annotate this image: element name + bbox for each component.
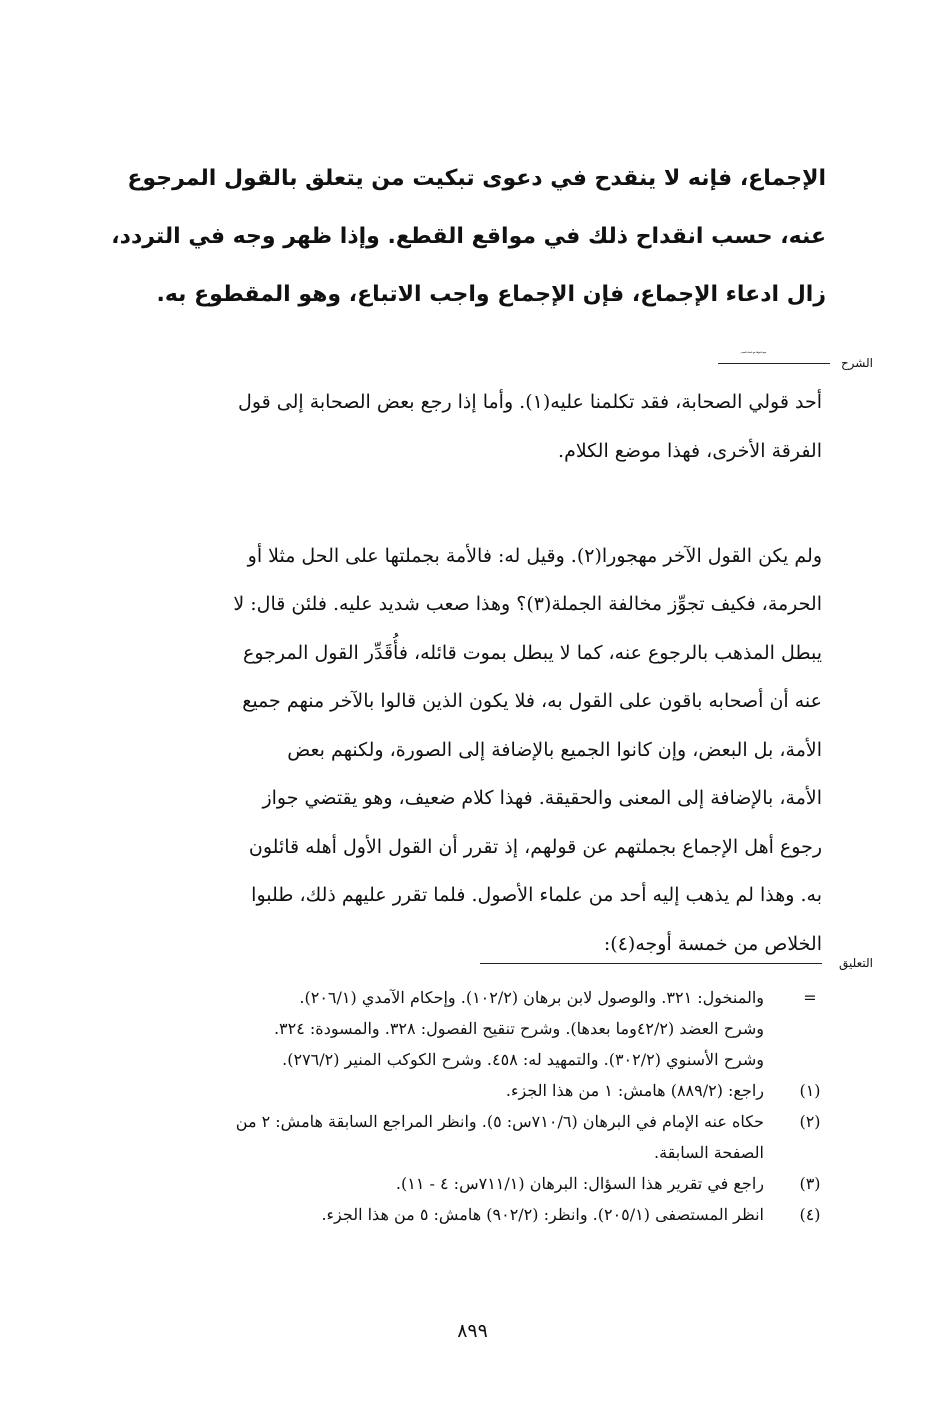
footnote-line: حكاه عنه الإمام في البرهان (٧١٠/٦س: ٥). وانظر المراجع السابقة هامش: ٢ من [235, 1112, 764, 1131]
sharh-line: ولم يكن القول الآخر مهجورا(٢). وقيل له: فالأمة بجملتها على الحل مثلا أو [247, 544, 822, 567]
footnote-continued [110, 982, 830, 1075]
sharh-line: الفرقة الأخرى، فهذا موضع الكلام. [558, 439, 822, 462]
footnote-3 [110, 1168, 830, 1199]
sharh-commentary [110, 378, 822, 968]
main-text-line: عنه، حسب انقداح ذلك في مواقع القطع. وإذا ظهر وجه في التردد، [111, 224, 826, 249]
footnotes [110, 982, 830, 1230]
sharh-line: الأمة، بالإضافة إلى المعنى والحقيقة. فهذا كلام ضعيف، وهو يقتضي جواز [262, 787, 822, 809]
main-text-line: زال ادعاء الإجماع، فإن الإجماع واجب الاتباع، وهو المقطوع به. [156, 282, 826, 307]
footnote-2 [110, 1106, 830, 1168]
footnote-line: راجع في تقرير هذا السؤال: البرهان (٧١١/١س: ٤ - ١١). [395, 1174, 764, 1193]
footnote-marker: = [803, 988, 817, 1007]
footnote-line: الصفحة السابقة. [654, 1143, 764, 1162]
footnote-marker: (٤) [799, 1205, 821, 1224]
main-text-line: الإجماع، فإنه لا ينقدح في دعوى تبكيت من يتعلق بالقول المرجوع [127, 166, 826, 191]
sharh-line: به. وهذا لم يذهب إليه أحد من علماء الأصول. فلما تقرر عليهم ذلك، طلبوا [251, 884, 822, 906]
sharh-line: الخلاص من خمسة أوجه(٤): [603, 932, 822, 955]
sharh-line: الأمة، بل البعض، وإن كانوا الجميع بالإضافة إلى الصورة، ولكنهم بعض [287, 738, 822, 761]
sharh-line: أحد قولي الصحابة، فقد تكلمنا عليه(١). وأما إذا رجع بعض الصحابة إلى قول [238, 391, 822, 413]
footnote-marker: (٣) [799, 1174, 821, 1193]
sharh-divider [718, 363, 830, 364]
page-number: ٨٩٩ [457, 1320, 488, 1342]
sharh-label: الشرح [840, 356, 873, 370]
footnote-line: راجع: (٨٨٩/٢) هامش: ١ من هذا الجزء. [505, 1081, 764, 1100]
footnote-line: وشرح الأسنوي (٣٠٢/٢). والتمهيد له: ٤٥٨. وشرح الكوكب المنير (٢٧٦/٢). [282, 1050, 764, 1069]
footnote-marker: (٢) [799, 1112, 821, 1131]
footnote-4 [110, 1199, 830, 1230]
main-text [110, 150, 826, 382]
footnote-line: وشرح العضد (٤٢/٢وما بعدها). وشرح تنقيح الفصول: ٣٢٨. والمسودة: ٣٢٤. [273, 1019, 764, 1038]
sharh-line: الحرمة، فكيف تجوِّز مخالفة الجملة(٣)؟ وهذا صعب شديد عليه. فلئن قال: لا [233, 593, 822, 615]
sharh-line: يبطل المذهب بالرجوع عنه، كما لا يبطل بموت قائله، فأُقَدِّر القول المرجوع [243, 641, 822, 664]
sharh-line: رجوع أهل الإجماع بجملتهم عن قولهم، إذ تقرر أن القول الأول أهله قائلون [248, 835, 822, 858]
footnote-marker: (١) [799, 1081, 821, 1100]
footnote-line: والمنخول: ٣٢١. والوصول لابن برهان (١٠٢/٢). وإحكام الآمدي (٢٠٦/١). [299, 988, 764, 1007]
sharh-line: عنه أن أصحابه باقون على القول به، فلا يكون الذين قالوا بالآخر منهم جميع [242, 690, 822, 712]
sharh-line [110, 483, 822, 532]
footnote-1 [110, 1075, 830, 1106]
footnote-line: انظر المستصفى (٢٠٥/١). وانظر: (٩٠٢/٢) هامش: ٥ من هذا الجزء. [321, 1205, 764, 1224]
taliq-divider [480, 963, 822, 964]
taliq-label: التعليق [838, 956, 873, 970]
main-text-line: فهذا قولنا مع اتحاد العصر. [740, 352, 766, 354]
